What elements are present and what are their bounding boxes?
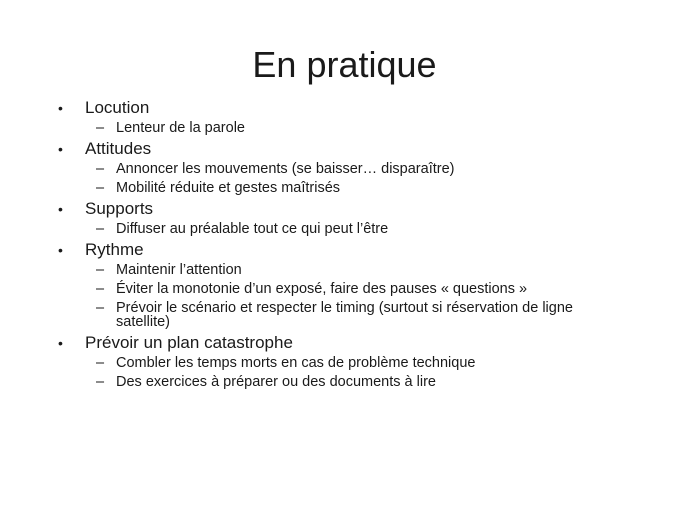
dash-icon: –	[96, 221, 105, 237]
sub-item	[96, 160, 618, 179]
sub-item-text: Prévoir le scénario et respecter le timing (surtout si réservation de ligne satellite)	[116, 300, 573, 330]
sub-item-text: Lenteur de la parole	[116, 120, 245, 136]
sub-item-text: Annoncer les mouvements (se baisser… disparaître)	[116, 161, 455, 177]
dash-icon: –	[96, 180, 105, 196]
dash-icon: –	[96, 120, 105, 136]
sub-item-text: Éviter la monotonie d’un exposé, faire des pauses « questions »	[116, 281, 528, 297]
bullet-icon: •	[58, 201, 63, 217]
sub-item	[96, 220, 618, 239]
bullet-item	[58, 138, 618, 160]
sub-list	[58, 220, 618, 239]
bullet-icon: •	[58, 100, 63, 116]
bullet-item	[58, 239, 618, 261]
dash-icon: –	[96, 161, 105, 177]
slide-title: En pratique	[252, 44, 437, 85]
section-attitudes	[58, 138, 618, 198]
bullet-heading: Supports	[85, 199, 154, 218]
dash-icon: –	[96, 262, 105, 278]
sub-item	[96, 373, 618, 392]
bullet-heading: Attitudes	[85, 139, 152, 158]
sub-item-text: Des exercices à préparer ou des documents à lire	[116, 374, 436, 390]
bullet-item	[58, 332, 618, 354]
bullet-heading: Locution	[85, 98, 150, 117]
sub-list	[58, 160, 618, 198]
sub-item	[96, 299, 618, 332]
sub-item-text: Maintenir l’attention	[116, 262, 242, 278]
sub-item	[96, 179, 618, 198]
bullet-icon: •	[58, 242, 63, 258]
bullet-heading: Prévoir un plan catastrophe	[85, 333, 293, 352]
dash-icon: –	[96, 355, 105, 371]
section-plan-catastrophe	[58, 332, 618, 392]
dash-icon: –	[96, 374, 105, 390]
slide-content	[58, 97, 618, 392]
bullet-item	[58, 97, 618, 119]
sub-item-text: Combler les temps morts en cas de problème technique	[116, 355, 476, 371]
section-rythme	[58, 239, 618, 332]
sub-item	[96, 280, 618, 299]
section-supports	[58, 198, 618, 239]
sub-item	[96, 261, 618, 280]
dash-icon: –	[96, 281, 105, 297]
sub-item	[96, 119, 618, 138]
sub-list	[58, 119, 618, 138]
bullet-icon: •	[58, 335, 63, 351]
sub-item-text: Mobilité réduite et gestes maîtrisés	[116, 180, 341, 196]
sub-list	[58, 261, 618, 332]
bullet-heading: Rythme	[85, 240, 144, 259]
bullet-icon: •	[58, 141, 63, 157]
sub-item-text: Diffuser au préalable tout ce qui peut l’être	[116, 221, 389, 237]
section-locution	[58, 97, 618, 138]
sub-item	[96, 354, 618, 373]
bullet-item	[58, 198, 618, 220]
dash-icon: –	[96, 300, 105, 316]
sub-list	[58, 354, 618, 392]
